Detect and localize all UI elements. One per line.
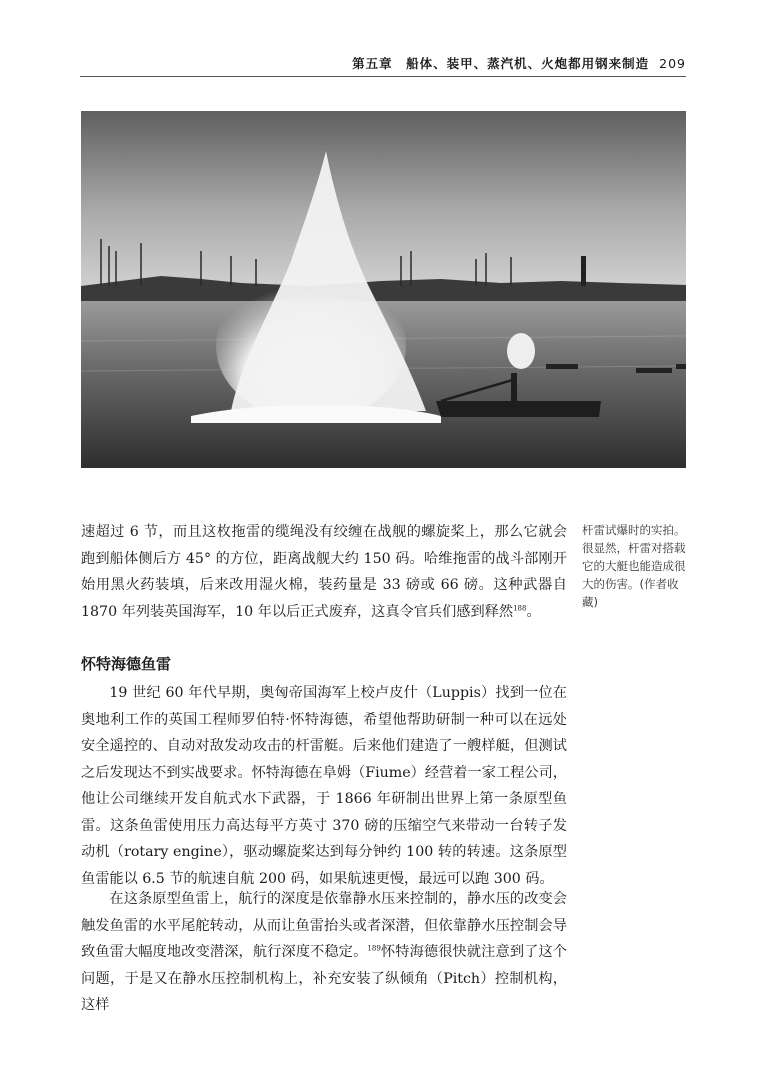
page-number: 209 (659, 56, 686, 71)
section-title: 怀特海德鱼雷 (81, 655, 172, 673)
running-header (80, 54, 686, 77)
paragraph-1-text: 速超过 6 节，而且这枚拖雷的缆绳没有绞缠在战舰的螺旋桨上，那么它就会跑到船体侧后方 45° 的方位，距离战舰大约 150 码。哈维拖雷的战斗部刚开始用黑火药装填，后来改用湿火棉，装药量是 33 磅或 66 磅。这种武器自 1870 年列装英国海军，10 年以后正式废弃，这真令官兵们感到释然 (81, 524, 567, 620)
paragraph-1-end: 。 (526, 603, 541, 620)
paragraph-3 (81, 886, 567, 1019)
footnote-188: 188 (513, 603, 527, 612)
paragraph-3-text-after: 怀特海德很快就注意到了这个问题，于是又在静水压控制机构上，补充安装了纵倾角（Pitch）控制机构，这样 (81, 944, 567, 1013)
footnote-189: 189 (367, 944, 381, 953)
spar-torpedo-explosion-photo-icon (81, 111, 686, 468)
explosion-photo (81, 111, 686, 468)
photo-caption: 杆雷试爆时的实拍。很显然，杆雷对搭载它的大艇也能造成很大的伤害。(作者收藏) (582, 523, 686, 609)
header-text (352, 54, 686, 72)
paragraph-3-text-before: 在这条原型鱼雷上，航行的深度是依靠静水压来控制的，静水压的改变会触发鱼雷的水平尾舵转动，从而让鱼雷抬头或者深潜，但依靠静水压控制会导致鱼雷大幅度地改变潜深，航行深度不稳定。 (81, 891, 567, 960)
paragraph-2: 19 世纪 60 年代早期，奥匈帝国海军上校卢皮什（Luppis）找到一位在奥地利工作的英国工程师罗伯特·怀特海德，希望他帮助研制一种可以在远处安全遥控的、自动对敌发动攻击的杆雷艇。后来他们建造了一艘样艇，但测试之后发现达不到实战要求。怀特海德在阜姆（Fiume）经营着一家工程公司，他让公司继续开发自航式水下武器，于 1866 年研制出世界上第一条原型鱼雷。这条鱼雷使用压力高达每平方英寸 370 磅的压缩空气来带动一台转子发动机（rotary engine），驱动螺旋桨达到每分钟约 100 转的转速。这条原型鱼雷能以 6.5 节的航速自航 200 码，如果航速更慢，最远可以跑 300 码。 (81, 685, 567, 887)
chapter-title: 第五章 船体、装甲、蒸汽机、火炮都用钢来制造 (352, 56, 650, 71)
paragraph-1 (81, 519, 567, 625)
